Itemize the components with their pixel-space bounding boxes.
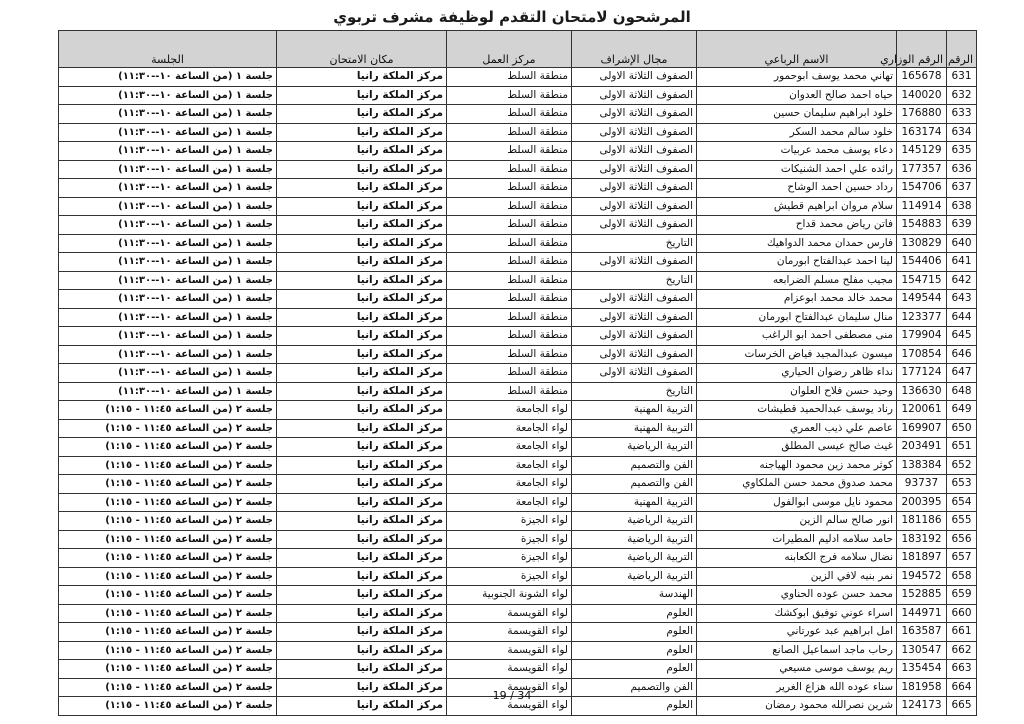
cell-exam-place: مركز الملكة رانيا xyxy=(277,253,447,272)
cell-exam-place: مركز الملكة رانيا xyxy=(277,697,447,716)
cell-ministry-id: 130547 xyxy=(897,641,947,660)
table-row xyxy=(59,68,977,87)
cell-name: غيث صالح عيسى المطلق xyxy=(697,438,897,457)
cell-name: لينا احمد عبدالفتاح ابورمان xyxy=(697,253,897,272)
cell-ministry-id: 181897 xyxy=(897,549,947,568)
cell-work-center: لواء الجيزة xyxy=(447,512,572,531)
cell-serial: 659 xyxy=(947,586,977,605)
cell-field: الصفوف الثلاثة الاولى xyxy=(572,253,697,272)
cell-serial: 654 xyxy=(947,493,977,512)
cell-exam-place: مركز الملكة رانيا xyxy=(277,401,447,420)
cell-exam-place: مركز الملكة رانيا xyxy=(277,216,447,235)
cell-session: جلسة ١ (من الساعة ١٠--١١:٣٠) xyxy=(59,253,277,272)
cell-field: الفن والتصميم xyxy=(572,678,697,697)
table-row xyxy=(59,530,977,549)
cell-name: حامد سلامه ادليم المطيرات xyxy=(697,530,897,549)
cell-work-center: لواء الجامعة xyxy=(447,401,572,420)
cell-field: الصفوف الثلاثة الاولى xyxy=(572,197,697,216)
cell-exam-place: مركز الملكة رانيا xyxy=(277,382,447,401)
cell-session: جلسة ٢ (من الساعة ١١:٤٥ - ١:١٥) xyxy=(59,678,277,697)
cell-exam-place: مركز الملكة رانيا xyxy=(277,160,447,179)
cell-exam-place: مركز الملكة رانيا xyxy=(277,123,447,142)
cell-serial: 634 xyxy=(947,123,977,142)
cell-session: جلسة ١ (من الساعة ١٠--١١:٣٠) xyxy=(59,308,277,327)
cell-session: جلسة ١ (من الساعة ١٠--١١:٣٠) xyxy=(59,142,277,161)
cell-name: نضال سلامه فرج الكعابنه xyxy=(697,549,897,568)
cell-session: جلسة ٢ (من الساعة ١١:٤٥ - ١:١٥) xyxy=(59,586,277,605)
table-row xyxy=(59,623,977,642)
cell-exam-place: مركز الملكة رانيا xyxy=(277,327,447,346)
cell-work-center: لواء القويسمة xyxy=(447,641,572,660)
table-row xyxy=(59,493,977,512)
cell-ministry-id: 179904 xyxy=(897,327,947,346)
cell-exam-place: مركز الملكة رانيا xyxy=(277,475,447,494)
cell-field: الصفوف الثلاثة الاولى xyxy=(572,68,697,87)
cell-work-center: منطقة السلط xyxy=(447,271,572,290)
cell-name: دعاء يوسف محمد عربيات xyxy=(697,142,897,161)
cell-work-center: منطقة السلط xyxy=(447,308,572,327)
cell-serial: 660 xyxy=(947,604,977,623)
table-row xyxy=(59,641,977,660)
cell-exam-place: مركز الملكة رانيا xyxy=(277,271,447,290)
cell-session: جلسة ١ (من الساعة ١٠--١١:٣٠) xyxy=(59,197,277,216)
cell-name: خلود ابراهيم سليمان حسين xyxy=(697,105,897,124)
cell-session: جلسة ١ (من الساعة ١٠--١١:٣٠) xyxy=(59,86,277,105)
candidates-table xyxy=(58,30,977,716)
cell-work-center: منطقة السلط xyxy=(447,197,572,216)
cell-work-center: لواء القويسمة xyxy=(447,697,572,716)
cell-ministry-id: 165678 xyxy=(897,68,947,87)
page-number: 19 / 34 xyxy=(492,689,532,702)
cell-exam-place: مركز الملكة رانيا xyxy=(277,179,447,198)
header-work-center: مركز العمل xyxy=(447,31,572,68)
cell-field: العلوم xyxy=(572,641,697,660)
cell-ministry-id: 114914 xyxy=(897,197,947,216)
cell-ministry-id: 183192 xyxy=(897,530,947,549)
cell-exam-place: مركز الملكة رانيا xyxy=(277,586,447,605)
cell-exam-place: مركز الملكة رانيا xyxy=(277,197,447,216)
table-row xyxy=(59,364,977,383)
table-row xyxy=(59,216,977,235)
cell-session: جلسة ٢ (من الساعة ١١:٤٥ - ١:١٥) xyxy=(59,604,277,623)
cell-work-center: منطقة السلط xyxy=(447,364,572,383)
cell-exam-place: مركز الملكة رانيا xyxy=(277,105,447,124)
cell-name: رحاب ماجد اسماعيل الصانع xyxy=(697,641,897,660)
cell-name: فارس حمدان محمد الدواهيك xyxy=(697,234,897,253)
cell-session: جلسة ١ (من الساعة ١٠--١١:٣٠) xyxy=(59,382,277,401)
table-row xyxy=(59,179,977,198)
cell-exam-place: مركز الملكة رانيا xyxy=(277,512,447,531)
cell-serial: 663 xyxy=(947,660,977,679)
cell-exam-place: مركز الملكة رانيا xyxy=(277,530,447,549)
cell-session: جلسة ٢ (من الساعة ١١:٤٥ - ١:١٥) xyxy=(59,660,277,679)
cell-field: العلوم xyxy=(572,660,697,679)
cell-field: الفن والتصميم xyxy=(572,456,697,475)
cell-work-center: لواء الجامعة xyxy=(447,438,572,457)
table-row xyxy=(59,549,977,568)
table-row xyxy=(59,512,977,531)
cell-name: نداء ظاهر رضوان الحياري xyxy=(697,364,897,383)
cell-name: وحيد حسن فلاح العلوان xyxy=(697,382,897,401)
table-row xyxy=(59,234,977,253)
cell-work-center: لواء الجامعة xyxy=(447,456,572,475)
cell-session: جلسة ٢ (من الساعة ١١:٤٥ - ١:١٥) xyxy=(59,549,277,568)
cell-name: اسراء عوني توفيق ابوكشك xyxy=(697,604,897,623)
cell-name: تهاني محمد يوسف ابوحمور xyxy=(697,68,897,87)
cell-name: فاتن رياض محمد قداح xyxy=(697,216,897,235)
cell-field: التربية المهنية xyxy=(572,493,697,512)
cell-session: جلسة ٢ (من الساعة ١١:٤٥ - ١:١٥) xyxy=(59,456,277,475)
cell-exam-place: مركز الملكة رانيا xyxy=(277,419,447,438)
cell-serial: 652 xyxy=(947,456,977,475)
cell-ministry-id: 149544 xyxy=(897,290,947,309)
cell-serial: 653 xyxy=(947,475,977,494)
cell-name: كوثر محمد زين محمود الهياجنه xyxy=(697,456,897,475)
cell-ministry-id: 181958 xyxy=(897,678,947,697)
cell-session: جلسة ٢ (من الساعة ١١:٤٥ - ١:١٥) xyxy=(59,493,277,512)
cell-field: العلوم xyxy=(572,623,697,642)
table-row xyxy=(59,660,977,679)
cell-ministry-id: 138384 xyxy=(897,456,947,475)
cell-session: جلسة ١ (من الساعة ١٠--١١:٣٠) xyxy=(59,105,277,124)
cell-session: جلسة ١ (من الساعة ١٠--١١:٣٠) xyxy=(59,216,277,235)
cell-serial: 642 xyxy=(947,271,977,290)
cell-ministry-id: 163587 xyxy=(897,623,947,642)
cell-field: الفن والتصميم xyxy=(572,475,697,494)
cell-name: محمد صدوق محمد حسن الملكاوي xyxy=(697,475,897,494)
table-row xyxy=(59,160,977,179)
cell-work-center: منطقة السلط xyxy=(447,86,572,105)
cell-name: مجيب مفلح مسلم الضرابعه xyxy=(697,271,897,290)
cell-ministry-id: 194572 xyxy=(897,567,947,586)
table-row xyxy=(59,567,977,586)
cell-field: الصفوف الثلاثة الاولى xyxy=(572,123,697,142)
cell-name: محمد حسن عوده الحناوي xyxy=(697,586,897,605)
cell-name: ريم يوسف موسى مسيعي xyxy=(697,660,897,679)
cell-work-center: منطقة السلط xyxy=(447,234,572,253)
cell-name: انور صالح سالم الزين xyxy=(697,512,897,531)
cell-field: الصفوف الثلاثة الاولى xyxy=(572,308,697,327)
cell-ministry-id: 152885 xyxy=(897,586,947,605)
cell-serial: 641 xyxy=(947,253,977,272)
cell-ministry-id: 124173 xyxy=(897,697,947,716)
cell-field: الصفوف الثلاثة الاولى xyxy=(572,327,697,346)
cell-ministry-id: 136630 xyxy=(897,382,947,401)
cell-ministry-id: 181186 xyxy=(897,512,947,531)
cell-exam-place: مركز الملكة رانيا xyxy=(277,549,447,568)
cell-serial: 664 xyxy=(947,678,977,697)
table-row xyxy=(59,456,977,475)
cell-session: جلسة ١ (من الساعة ١٠--١١:٣٠) xyxy=(59,271,277,290)
cell-field: التاريخ xyxy=(572,271,697,290)
cell-exam-place: مركز الملكة رانيا xyxy=(277,68,447,87)
cell-serial: 631 xyxy=(947,68,977,87)
cell-work-center: لواء الجيزة xyxy=(447,530,572,549)
cell-exam-place: مركز الملكة رانيا xyxy=(277,641,447,660)
cell-field: التربية الرياضية xyxy=(572,530,697,549)
table-row xyxy=(59,586,977,605)
cell-ministry-id: 135454 xyxy=(897,660,947,679)
cell-session: جلسة ٢ (من الساعة ١١:٤٥ - ١:١٥) xyxy=(59,419,277,438)
cell-field: التربية الرياضية xyxy=(572,549,697,568)
cell-ministry-id: 145129 xyxy=(897,142,947,161)
cell-session: جلسة ١ (من الساعة ١٠--١١:٣٠) xyxy=(59,123,277,142)
cell-field: التاريخ xyxy=(572,382,697,401)
table-row xyxy=(59,475,977,494)
cell-field: التربية المهنية xyxy=(572,401,697,420)
table-row xyxy=(59,401,977,420)
cell-work-center: منطقة السلط xyxy=(447,216,572,235)
cell-name: سلام مروان ابراهيم قطيش xyxy=(697,197,897,216)
cell-serial: 643 xyxy=(947,290,977,309)
cell-name: رناد يوسف عبدالحميد قطيشات xyxy=(697,401,897,420)
cell-work-center: منطقة السلط xyxy=(447,327,572,346)
cell-work-center: لواء الشونة الجنوبية xyxy=(447,586,572,605)
cell-serial: 632 xyxy=(947,86,977,105)
cell-exam-place: مركز الملكة رانيا xyxy=(277,493,447,512)
cell-ministry-id: 123377 xyxy=(897,308,947,327)
cell-session: جلسة ١ (من الساعة ١٠--١١:٣٠) xyxy=(59,234,277,253)
table-row xyxy=(59,308,977,327)
page-title: المرشحون لامتحان التقدم لوظيفة مشرف تربوي xyxy=(333,8,691,26)
cell-exam-place: مركز الملكة رانيا xyxy=(277,660,447,679)
cell-work-center: منطقة السلط xyxy=(447,290,572,309)
candidates-table-container xyxy=(58,30,976,716)
cell-name: سناء عوده الله هزاع الغرير xyxy=(697,678,897,697)
header-ministry-id: الرقم الوزاري xyxy=(897,31,947,68)
header-field: مجال الإشراف xyxy=(572,31,697,68)
cell-field: التربية الرياضية xyxy=(572,512,697,531)
cell-work-center: منطقة السلط xyxy=(447,142,572,161)
cell-name: محمد خالد محمد ابوعزام xyxy=(697,290,897,309)
cell-ministry-id: 144971 xyxy=(897,604,947,623)
table-row xyxy=(59,123,977,142)
cell-session: جلسة ٢ (من الساعة ١١:٤٥ - ١:١٥) xyxy=(59,438,277,457)
cell-exam-place: مركز الملكة رانيا xyxy=(277,308,447,327)
cell-ministry-id: 177124 xyxy=(897,364,947,383)
table-row xyxy=(59,419,977,438)
cell-serial: 638 xyxy=(947,197,977,216)
cell-name: خلود سالم محمد السكر xyxy=(697,123,897,142)
cell-serial: 633 xyxy=(947,105,977,124)
cell-work-center: لواء القويسمة xyxy=(447,660,572,679)
cell-field: التربية الرياضية xyxy=(572,438,697,457)
cell-work-center: منطقة السلط xyxy=(447,160,572,179)
cell-name: ميسون عبدالمجيد فياض الخرسات xyxy=(697,345,897,364)
cell-ministry-id: 176880 xyxy=(897,105,947,124)
cell-session: جلسة ٢ (من الساعة ١١:٤٥ - ١:١٥) xyxy=(59,623,277,642)
cell-exam-place: مركز الملكة رانيا xyxy=(277,290,447,309)
cell-serial: 635 xyxy=(947,142,977,161)
cell-work-center: لواء الجيزة xyxy=(447,549,572,568)
cell-work-center: لواء الجامعة xyxy=(447,493,572,512)
cell-session: جلسة ٢ (من الساعة ١١:٤٥ - ١:١٥) xyxy=(59,512,277,531)
cell-serial: 645 xyxy=(947,327,977,346)
cell-session: جلسة ١ (من الساعة ١٠--١١:٣٠) xyxy=(59,364,277,383)
table-row xyxy=(59,345,977,364)
cell-ministry-id: 177357 xyxy=(897,160,947,179)
cell-serial: 658 xyxy=(947,567,977,586)
cell-name: محمود نايل موسى ابوالفول xyxy=(697,493,897,512)
cell-work-center: منطقة السلط xyxy=(447,253,572,272)
cell-session: جلسة ٢ (من الساعة ١١:٤٥ - ١:١٥) xyxy=(59,567,277,586)
cell-ministry-id: 130829 xyxy=(897,234,947,253)
cell-ministry-id: 200395 xyxy=(897,493,947,512)
cell-session: جلسة ١ (من الساعة ١٠--١١:٣٠) xyxy=(59,290,277,309)
table-row xyxy=(59,253,977,272)
cell-serial: 656 xyxy=(947,530,977,549)
cell-ministry-id: 120061 xyxy=(897,401,947,420)
cell-work-center: لواء الجامعة xyxy=(447,475,572,494)
cell-work-center: منطقة السلط xyxy=(447,123,572,142)
cell-ministry-id: 154715 xyxy=(897,271,947,290)
cell-ministry-id: 169907 xyxy=(897,419,947,438)
table-row xyxy=(59,604,977,623)
cell-session: جلسة ٢ (من الساعة ١١:٤٥ - ١:١٥) xyxy=(59,401,277,420)
cell-session: جلسة ١ (من الساعة ١٠--١١:٣٠) xyxy=(59,345,277,364)
cell-exam-place: مركز الملكة رانيا xyxy=(277,86,447,105)
cell-session: جلسة ٢ (من الساعة ١١:٤٥ - ١:١٥) xyxy=(59,530,277,549)
cell-work-center: لواء الجيزة xyxy=(447,567,572,586)
cell-exam-place: مركز الملكة رانيا xyxy=(277,234,447,253)
table-row xyxy=(59,105,977,124)
cell-work-center: منطقة السلط xyxy=(447,105,572,124)
cell-work-center: منطقة السلط xyxy=(447,382,572,401)
cell-name: نمر بنيه لافي الزين xyxy=(697,567,897,586)
cell-ministry-id: 170854 xyxy=(897,345,947,364)
cell-exam-place: مركز الملكة رانيا xyxy=(277,364,447,383)
cell-serial: 649 xyxy=(947,401,977,420)
cell-name: منال سليمان عبدالفتاح ابورمان xyxy=(697,308,897,327)
table-row xyxy=(59,142,977,161)
cell-field: الهندسة xyxy=(572,586,697,605)
cell-exam-place: مركز الملكة رانيا xyxy=(277,604,447,623)
cell-exam-place: مركز الملكة رانيا xyxy=(277,678,447,697)
cell-session: جلسة ١ (من الساعة ١٠--١١:٣٠) xyxy=(59,327,277,346)
cell-name: حياه احمد صالح العدوان xyxy=(697,86,897,105)
header-serial: الرقم xyxy=(947,31,977,68)
cell-field: الصفوف الثلاثة الاولى xyxy=(572,105,697,124)
cell-session: جلسة ٢ (من الساعة ١١:٤٥ - ١:١٥) xyxy=(59,697,277,716)
cell-field: التاريخ xyxy=(572,234,697,253)
cell-field: الصفوف الثلاثة الاولى xyxy=(572,345,697,364)
table-row xyxy=(59,438,977,457)
cell-work-center: منطقة السلط xyxy=(447,179,572,198)
cell-serial: 639 xyxy=(947,216,977,235)
cell-session: جلسة ١ (من الساعة ١٠--١١:٣٠) xyxy=(59,179,277,198)
cell-field: التربية المهنية xyxy=(572,419,697,438)
cell-serial: 661 xyxy=(947,623,977,642)
cell-exam-place: مركز الملكة رانيا xyxy=(277,142,447,161)
cell-field: الصفوف الثلاثة الاولى xyxy=(572,216,697,235)
table-row xyxy=(59,197,977,216)
cell-session: جلسة ١ (من الساعة ١٠--١١:٣٠) xyxy=(59,68,277,87)
cell-serial: 640 xyxy=(947,234,977,253)
cell-work-center: لواء الجامعة xyxy=(447,419,572,438)
cell-work-center: منطقة السلط xyxy=(447,345,572,364)
cell-ministry-id: 163174 xyxy=(897,123,947,142)
cell-field: الصفوف الثلاثة الاولى xyxy=(572,160,697,179)
cell-serial: 655 xyxy=(947,512,977,531)
cell-session: جلسة ٢ (من الساعة ١١:٤٥ - ١:١٥) xyxy=(59,475,277,494)
cell-field: الصفوف الثلاثة الاولى xyxy=(572,142,697,161)
cell-name: رائده علي احمد الشنيكات xyxy=(697,160,897,179)
cell-field: الصفوف الثلاثة الاولى xyxy=(572,86,697,105)
cell-name: امل ابراهيم عبد عورتاني xyxy=(697,623,897,642)
cell-serial: 651 xyxy=(947,438,977,457)
cell-field: العلوم xyxy=(572,604,697,623)
cell-field: التربية الرياضية xyxy=(572,567,697,586)
table-row xyxy=(59,271,977,290)
cell-serial: 646 xyxy=(947,345,977,364)
cell-work-center: لواء القويسمة xyxy=(447,604,572,623)
cell-session: جلسة ٢ (من الساعة ١١:٤٥ - ١:١٥) xyxy=(59,641,277,660)
header-session: الجلسة xyxy=(59,31,277,68)
cell-exam-place: مركز الملكة رانيا xyxy=(277,567,447,586)
header-exam-place: مكان الامتحان xyxy=(277,31,447,68)
cell-name: عاصم علي ذيب العمري xyxy=(697,419,897,438)
cell-ministry-id: 140020 xyxy=(897,86,947,105)
header-name: الاسم الرباعي xyxy=(697,31,897,68)
cell-field: الصفوف الثلاثة الاولى xyxy=(572,179,697,198)
cell-serial: 648 xyxy=(947,382,977,401)
table-header-row xyxy=(59,31,977,68)
cell-field: الصفوف الثلاثة الاولى xyxy=(572,290,697,309)
cell-field: الصفوف الثلاثة الاولى xyxy=(572,364,697,383)
cell-work-center: لواء القويسمة xyxy=(447,623,572,642)
cell-serial: 647 xyxy=(947,364,977,383)
cell-ministry-id: 203491 xyxy=(897,438,947,457)
table-row xyxy=(59,290,977,309)
cell-serial: 637 xyxy=(947,179,977,198)
cell-exam-place: مركز الملكة رانيا xyxy=(277,345,447,364)
table-row xyxy=(59,382,977,401)
cell-name: منى مصطفى احمد ابو الراغب xyxy=(697,327,897,346)
cell-serial: 650 xyxy=(947,419,977,438)
cell-exam-place: مركز الملكة رانيا xyxy=(277,623,447,642)
cell-ministry-id: 154883 xyxy=(897,216,947,235)
cell-ministry-id: 93737 xyxy=(897,475,947,494)
cell-serial: 665 xyxy=(947,697,977,716)
cell-ministry-id: 154706 xyxy=(897,179,947,198)
cell-session: جلسة ١ (من الساعة ١٠--١١:٣٠) xyxy=(59,160,277,179)
table-row xyxy=(59,327,977,346)
cell-ministry-id: 154406 xyxy=(897,253,947,272)
cell-work-center: لواء القويسمة xyxy=(447,678,572,697)
cell-exam-place: مركز الملكة رانيا xyxy=(277,456,447,475)
table-row xyxy=(59,86,977,105)
cell-name: رداد حسين احمد الوشاح xyxy=(697,179,897,198)
cell-field: العلوم xyxy=(572,697,697,716)
cell-serial: 662 xyxy=(947,641,977,660)
cell-serial: 644 xyxy=(947,308,977,327)
cell-exam-place: مركز الملكة رانيا xyxy=(277,438,447,457)
cell-work-center: منطقة السلط xyxy=(447,68,572,87)
cell-serial: 657 xyxy=(947,549,977,568)
cell-name: شرين نصرالله محمود رمضان xyxy=(697,697,897,716)
cell-serial: 636 xyxy=(947,160,977,179)
